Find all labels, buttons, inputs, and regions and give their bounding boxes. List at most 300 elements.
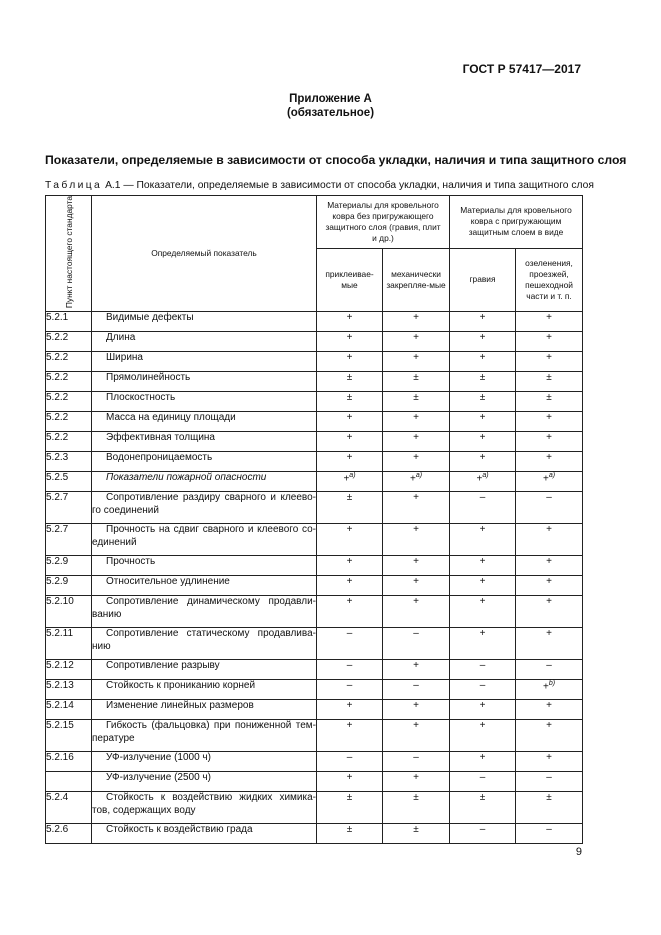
row-mark-cell [383, 312, 450, 332]
row-indicator-label: Прочность на сдвиг сварного и клеевого со-единений [92, 524, 316, 548]
row-mark: + [546, 720, 552, 732]
row-indicator-label: Эффективная толщина [106, 432, 215, 444]
row-mark-cell [317, 824, 383, 844]
row-indicator-label: Стойкость к воздействию жидких химика-тов, содержащих воду [92, 792, 316, 816]
row-mark: + [413, 412, 419, 424]
header-group-without-ballast: Материалы для кровельного ковра без пригружающего защитного слоя (гравия, плит и др.) [317, 196, 450, 249]
row-mark: + [546, 332, 552, 344]
row-mark: + [413, 352, 419, 364]
table-row [46, 576, 583, 596]
row-mark-cell [383, 660, 450, 680]
row-mark: ± [346, 392, 353, 404]
row-indicator [92, 492, 317, 524]
row-mark: – [413, 628, 419, 640]
row-indicator-label: Стойкость к воздействию града [106, 824, 253, 836]
row-mark: + [546, 412, 552, 424]
row-clause: 5.2.2 [46, 352, 92, 372]
row-indicator [92, 312, 317, 332]
row-indicator-label: Плоскостность [106, 392, 176, 404]
row-mark-cell [317, 680, 383, 700]
row-mark: + [479, 628, 486, 640]
row-clause: 5.2.12 [46, 660, 92, 680]
row-mark: + [346, 452, 353, 464]
row-mark: ± [413, 392, 419, 404]
table-row [46, 524, 583, 556]
row-indicator-label: Сопротивление статическому продавлива-нию [92, 628, 316, 652]
row-indicator-label: Масса на единицу площади [106, 412, 236, 424]
row-mark: – [546, 824, 552, 836]
row-mark-cell [450, 752, 516, 772]
row-mark-cell [450, 596, 516, 628]
row-indicator-label: УФ-излучение (2500 ч) [106, 772, 211, 784]
row-mark-cell [317, 492, 383, 524]
table-row [46, 392, 583, 412]
row-mark: ± [479, 392, 486, 404]
row-mark-cell [450, 452, 516, 472]
table-row [46, 432, 583, 452]
row-clause: 5.2.2 [46, 332, 92, 352]
table-row [46, 352, 583, 372]
row-indicator [92, 332, 317, 352]
row-mark-cell [317, 752, 383, 772]
row-mark-cell [450, 472, 516, 492]
row-mark-cell [317, 412, 383, 432]
row-indicator [92, 576, 317, 596]
row-mark-cell [516, 472, 583, 492]
row-mark: + [546, 524, 552, 536]
row-mark-cell [383, 720, 450, 752]
row-mark-cell [317, 660, 383, 680]
header-adhered: приклеивае-мые [317, 248, 383, 312]
row-mark-cell [450, 432, 516, 452]
row-clause: 5.2.2 [46, 392, 92, 412]
row-clause: 5.2.3 [46, 452, 92, 472]
header-clause-label: Пункт настоящего стандарта [63, 196, 74, 309]
row-mark-cell [383, 752, 450, 772]
row-mark-cell [450, 556, 516, 576]
row-mark-cell [450, 524, 516, 556]
row-mark-cell [516, 392, 583, 412]
row-mark-cell [317, 720, 383, 752]
row-clause: 5.2.7 [46, 524, 92, 556]
row-mark: + [413, 576, 419, 588]
row-mark: ± [346, 792, 353, 804]
row-mark-cell [516, 492, 583, 524]
row-clause: 5.2.9 [46, 576, 92, 596]
row-mark: ± [546, 792, 552, 804]
row-indicator [92, 628, 317, 660]
row-mark: – [479, 660, 486, 672]
row-indicator [92, 372, 317, 392]
section-heading: Показатели, определяемые в зависимости от способа укладки, наличия и типа защитного слоя [45, 153, 627, 167]
row-mark-cell [450, 412, 516, 432]
footnote-ref: a) [415, 472, 423, 480]
row-mark: + [413, 720, 419, 732]
row-mark: – [346, 660, 353, 672]
row-mark-cell [317, 392, 383, 412]
row-mark: + [546, 556, 552, 568]
row-mark: + [409, 473, 416, 485]
footnote-ref: a) [349, 472, 356, 480]
row-indicator [92, 556, 317, 576]
row-mark: + [413, 772, 419, 784]
table-row [46, 556, 583, 576]
row-indicator-label: Изменение линейных размеров [106, 700, 254, 712]
row-mark: + [346, 312, 353, 324]
row-indicator-label: Гибкость (фальцовка) при пониженной тем-пературе [92, 720, 316, 744]
row-mark: + [413, 700, 419, 712]
row-mark: + [546, 700, 552, 712]
row-mark: – [346, 680, 353, 692]
table-row [46, 472, 583, 492]
row-indicator-label: Прочность [106, 556, 156, 568]
row-mark: + [479, 412, 486, 424]
row-mark: + [343, 473, 350, 485]
row-mark: – [479, 680, 486, 692]
row-mark: + [546, 312, 552, 324]
header-clause [46, 196, 92, 312]
row-indicator [92, 700, 317, 720]
row-mark-cell [383, 556, 450, 576]
header-green-roof: озеленения, проезжей, пешеходной части и т. п. [516, 248, 583, 312]
footnote-ref: b) [548, 680, 556, 688]
row-mark-cell [516, 628, 583, 660]
row-mark-cell [383, 772, 450, 792]
row-mark-cell [516, 452, 583, 472]
table-row [46, 720, 583, 752]
row-mark: + [413, 452, 419, 464]
row-mark-cell [317, 556, 383, 576]
page-number: 9 [575, 846, 582, 858]
row-mark: – [479, 492, 486, 504]
row-mark-cell [317, 576, 383, 596]
row-indicator [92, 752, 317, 772]
row-mark: – [546, 492, 552, 504]
row-mark: ± [479, 792, 486, 804]
row-mark-cell [317, 628, 383, 660]
table-row [46, 312, 583, 332]
row-mark-cell [450, 392, 516, 412]
row-mark-cell [383, 432, 450, 452]
row-mark-cell [383, 472, 450, 492]
row-mark: + [413, 660, 419, 672]
row-mark: – [546, 660, 552, 672]
row-mark-cell [450, 312, 516, 332]
row-mark: ± [346, 372, 353, 384]
row-mark-cell [317, 772, 383, 792]
row-mark: + [546, 432, 552, 444]
row-mark-cell [317, 700, 383, 720]
row-mark-cell [450, 628, 516, 660]
row-mark-cell [383, 332, 450, 352]
row-mark-cell [383, 492, 450, 524]
row-mark: + [413, 596, 419, 608]
row-indicator [92, 392, 317, 412]
row-mark: + [546, 596, 552, 608]
row-indicator [92, 412, 317, 432]
row-mark-cell [317, 432, 383, 452]
row-mark-cell [516, 372, 583, 392]
table-row [46, 452, 583, 472]
row-mark-cell [317, 312, 383, 332]
row-mark: – [413, 680, 419, 692]
row-indicator-label: Сопротивление динамическому продавли-ванию [92, 596, 316, 620]
row-mark: ± [479, 372, 486, 384]
row-indicator-label: УФ-излучение (1000 ч) [106, 752, 211, 764]
row-mark-cell [516, 432, 583, 452]
row-mark-cell [317, 332, 383, 352]
table-row [46, 332, 583, 352]
annex-title: Приложение А [289, 93, 372, 105]
footnote-ref: a) [548, 472, 556, 480]
document-designation: ГОСТ Р 57417—2017 [462, 62, 581, 76]
row-indicator-label: Ширина [106, 352, 143, 364]
row-indicator [92, 680, 317, 700]
row-mark: + [479, 576, 486, 588]
row-mark: + [546, 352, 552, 364]
row-mark-cell [317, 472, 383, 492]
row-clause: 5.2.11 [46, 628, 92, 660]
indicators-table [45, 195, 583, 844]
row-mark-cell [383, 700, 450, 720]
table-row [46, 700, 583, 720]
row-mark-cell [516, 352, 583, 372]
row-clause: 5.2.2 [46, 432, 92, 452]
row-clause: 5.2.9 [46, 556, 92, 576]
row-mark: + [413, 492, 419, 504]
row-mark-cell [450, 700, 516, 720]
table-row [46, 824, 583, 844]
row-mark: + [346, 432, 353, 444]
row-mark: + [346, 352, 353, 364]
row-mark-cell [450, 492, 516, 524]
row-mark-cell [383, 576, 450, 596]
row-mark: + [546, 628, 552, 640]
row-mark: + [479, 312, 486, 324]
row-indicator-label: Длина [106, 332, 136, 344]
row-indicator [92, 524, 317, 556]
table-caption-prefix: Таблица [45, 180, 103, 191]
row-mark-cell [450, 680, 516, 700]
row-mark: + [346, 576, 353, 588]
row-mark: ± [413, 372, 419, 384]
row-mark-cell [516, 596, 583, 628]
row-mark-cell [450, 576, 516, 596]
row-mark: + [546, 752, 552, 764]
row-mark: + [413, 556, 419, 568]
row-indicator [92, 792, 317, 824]
row-mark-cell [516, 660, 583, 680]
row-mark-cell [450, 824, 516, 844]
row-clause: 5.2.7 [46, 492, 92, 524]
row-mark: – [479, 824, 486, 836]
row-mark-cell [516, 700, 583, 720]
row-mark: ± [346, 824, 353, 836]
table-row [46, 372, 583, 392]
row-mark: + [346, 524, 353, 536]
footnote-ref: a) [482, 472, 489, 480]
row-mark-cell [450, 332, 516, 352]
row-mark-cell [383, 392, 450, 412]
row-mark: + [413, 524, 419, 536]
annex-status: (обязательное) [286, 107, 375, 119]
row-mark: + [346, 412, 353, 424]
table-row [46, 660, 583, 680]
row-mark: + [479, 432, 486, 444]
row-clause: 5.2.2 [46, 412, 92, 432]
row-mark-cell [383, 824, 450, 844]
row-indicator-label: Прямолинейность [106, 372, 191, 384]
row-mark-cell [516, 312, 583, 332]
row-mark-cell [450, 772, 516, 792]
row-mark-cell [383, 628, 450, 660]
row-indicator-label: Водонепроницаемость [106, 452, 213, 464]
row-clause: 5.2.2 [46, 372, 92, 392]
row-mark-cell [516, 772, 583, 792]
row-mark: + [476, 473, 483, 485]
row-mark-cell [516, 332, 583, 352]
row-mark-cell [383, 680, 450, 700]
row-mark-cell [450, 660, 516, 680]
row-mark: ± [546, 372, 552, 384]
row-mark-cell [516, 824, 583, 844]
row-mark-cell [516, 752, 583, 772]
row-mark-cell [383, 524, 450, 556]
table-caption-text: А.1 — Показатели, определяемые в зависимости от способа укладки, наличия и типа защитного слоя [105, 180, 594, 191]
row-mark: – [346, 752, 353, 764]
row-mark: – [346, 628, 353, 640]
row-mark: + [479, 352, 486, 364]
row-indicator-label: Относительное удлинение [106, 576, 230, 588]
row-mark-cell [450, 352, 516, 372]
row-indicator [92, 352, 317, 372]
row-indicator-label: Сопротивление раздиру сварного и клеево-го соединений [92, 492, 316, 516]
table-body [46, 312, 583, 844]
row-mark: + [413, 312, 419, 324]
row-clause: 5.2.6 [46, 824, 92, 844]
row-indicator [92, 824, 317, 844]
row-mark-cell [383, 352, 450, 372]
row-mark: + [479, 332, 486, 344]
row-mark: + [346, 332, 353, 344]
row-mark-cell [317, 524, 383, 556]
row-mark-cell [317, 352, 383, 372]
table-row [46, 596, 583, 628]
row-mark: + [479, 556, 486, 568]
row-mark-cell [317, 792, 383, 824]
row-mark: + [542, 473, 549, 485]
row-mark: ± [413, 792, 419, 804]
row-mark: + [479, 452, 486, 464]
row-mark-cell [317, 372, 383, 392]
table-row [46, 412, 583, 432]
row-clause: 5.2.4 [46, 792, 92, 824]
row-mark: + [479, 720, 486, 732]
row-clause: 5.2.15 [46, 720, 92, 752]
row-mark: + [479, 700, 486, 712]
row-indicator [92, 432, 317, 452]
row-mark: – [479, 772, 486, 784]
row-mark: + [413, 432, 419, 444]
row-mark-cell [516, 792, 583, 824]
table-caption [45, 180, 594, 191]
row-mark-cell [317, 596, 383, 628]
row-clause: 5.2.10 [46, 596, 92, 628]
table-row [46, 752, 583, 772]
header-mechanically-fixed: механически закрепляе-мые [383, 248, 450, 312]
row-mark: + [413, 332, 419, 344]
row-clause: 5.2.13 [46, 680, 92, 700]
row-mark-cell [516, 412, 583, 432]
row-mark-cell [383, 452, 450, 472]
row-indicator [92, 660, 317, 680]
row-mark-cell [317, 452, 383, 472]
row-mark: ± [346, 492, 353, 504]
row-mark-cell [450, 372, 516, 392]
row-mark-cell [516, 576, 583, 596]
row-mark-cell [450, 792, 516, 824]
row-mark-cell [450, 720, 516, 752]
row-mark: ± [546, 392, 552, 404]
row-indicator [92, 720, 317, 752]
table-row [46, 492, 583, 524]
row-mark-cell [383, 792, 450, 824]
row-mark: ± [413, 824, 419, 836]
header-group-with-ballast: Материалы для кровельного ковра с пригружающим защитным слоем в виде [450, 196, 583, 249]
row-mark: + [479, 524, 486, 536]
header-gravel: гравия [450, 248, 516, 312]
row-mark: + [346, 772, 353, 784]
table-row [46, 680, 583, 700]
row-indicator [92, 596, 317, 628]
row-mark: + [346, 596, 353, 608]
row-clause: 5.2.5 [46, 472, 92, 492]
row-mark: – [546, 772, 552, 784]
row-indicator-label: Сопротивление разрыву [106, 660, 220, 672]
row-mark-cell [516, 556, 583, 576]
row-mark: + [346, 700, 353, 712]
row-mark: + [546, 452, 552, 464]
row-mark-cell [383, 372, 450, 392]
row-indicator [92, 472, 317, 492]
row-mark: + [479, 596, 486, 608]
row-mark: + [546, 576, 552, 588]
row-indicator-label: Видимые дефекты [106, 312, 194, 324]
header-indicator: Определяемый показатель [92, 196, 317, 312]
row-clause: 5.2.1 [46, 312, 92, 332]
row-mark-cell [516, 524, 583, 556]
row-clause [46, 772, 92, 792]
table-row [46, 792, 583, 824]
row-mark: + [542, 681, 549, 693]
row-mark-cell [383, 596, 450, 628]
row-mark-cell [516, 680, 583, 700]
row-indicator-label: Стойкость к прониканию корней [106, 680, 256, 692]
table-row [46, 628, 583, 660]
row-indicator [92, 452, 317, 472]
row-mark-cell [383, 412, 450, 432]
row-indicator [92, 772, 317, 792]
row-clause: 5.2.14 [46, 700, 92, 720]
row-mark: + [346, 720, 353, 732]
row-clause: 5.2.16 [46, 752, 92, 772]
row-mark: + [346, 556, 353, 568]
row-mark: – [413, 752, 419, 764]
row-mark-cell [516, 720, 583, 752]
row-indicator-label: Показатели пожарной опасности [106, 472, 267, 484]
table-row [46, 772, 583, 792]
row-mark: + [479, 752, 486, 764]
